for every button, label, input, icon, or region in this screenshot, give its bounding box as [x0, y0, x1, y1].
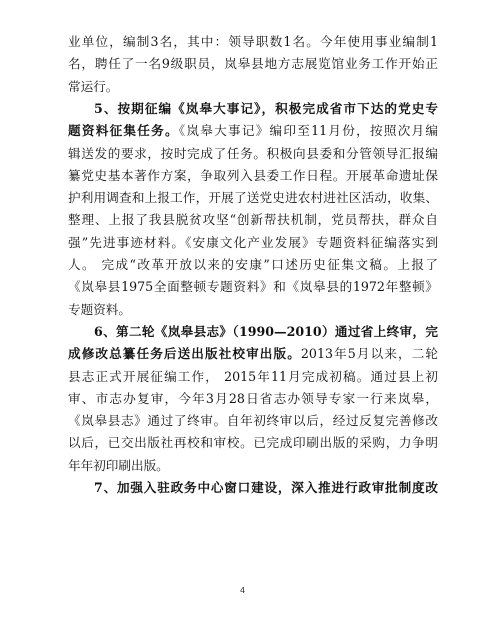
- text-line: [68, 168, 438, 184]
- text-line: [68, 413, 438, 429]
- page-number: 4: [239, 586, 246, 595]
- line-text: 审、市志办复审，今年3月28日省志办领导专家一行来岚皋，: [68, 390, 438, 406]
- bold-heading-text: 成修改总纂任务后送出版社校审出版。: [68, 346, 301, 362]
- line-text-tail: 2013年5月以来，二轮: [300, 346, 438, 362]
- line-text: 业单位，编制3名，其中：领导职数1名。今年使用事业编制1: [68, 34, 438, 49]
- line-text: 专题资料。: [68, 301, 131, 317]
- text-line: [68, 302, 438, 318]
- text-line: [68, 56, 438, 72]
- line-text: 强”先进事迹材料。《安康文化产业发展》专题资料征编落实到: [68, 234, 438, 250]
- bold-heading-text: 5、按期征编《岚皋大事记》，积极完成省市下达的党史专: [94, 100, 438, 116]
- line-text: 整理、上报了我县脱贫攻坚“创新帮扶机制，党员帮扶，群众自: [68, 212, 438, 228]
- text-line: [68, 79, 438, 95]
- text-line: [94, 480, 438, 496]
- bold-heading-text: 题资料征集任务。: [68, 123, 179, 139]
- text-line: [94, 324, 438, 340]
- text-line: [68, 235, 438, 251]
- text-line: [94, 101, 438, 117]
- text-line: [68, 391, 438, 407]
- text-line: [68, 279, 438, 295]
- text-line: [68, 435, 438, 451]
- line-text: 纂党史基本著作方案，争取列入县委工作日程。开展革命遗址保: [68, 167, 438, 183]
- line-text: 常运行。: [68, 78, 119, 94]
- bold-heading-text: 6、第二轮《岚皋县志》（1990—2010）通过省上终审，完: [94, 323, 438, 339]
- line-text: 辑送发的要求，按时完成了任务。积极向县委和分管领导汇报编: [68, 145, 438, 161]
- text-line: [68, 34, 438, 50]
- text-line: [68, 146, 438, 162]
- line-text: 《岚皋县1975全面整顿专题资料》和《岚皋县的1972年整顿》: [68, 279, 438, 295]
- line-text: 《岚皋县志》通过了终审。自年初终审以后，经过反复完善修改: [68, 413, 438, 429]
- line-text-tail: 《岚皋大事记》编印至11月份，按照次月编: [178, 123, 438, 139]
- bold-heading-text: 7、加强入驻政务中心窗口建设，深入推进行政审批制度改: [94, 480, 438, 495]
- line-text: 以后，已交出版社再校和审校。已完成印刷出版的采购，力争明: [68, 435, 438, 451]
- line-text: 人。 完成“改革开放以来的安康”口述历史征集文稿。上报了: [68, 257, 438, 272]
- text-line: [68, 123, 438, 139]
- text-line: [68, 346, 438, 362]
- text-line: [68, 190, 438, 206]
- line-text: 护利用调查和上报工作，开展了送党史进农村进社区活动，收集、: [68, 190, 438, 206]
- text-line: [68, 369, 438, 385]
- line-text: 县志正式开展征编工作， 2015年11月完成初稿。通过县上初: [68, 368, 438, 384]
- text-line: [68, 458, 438, 474]
- text-line: [68, 212, 438, 228]
- text-line: [68, 257, 438, 273]
- line-text: 名，聘任了一名9级职员，岚皋县地方志展览馆业务工作开始正: [68, 56, 438, 72]
- line-text: 年年初印刷出版。: [68, 457, 169, 473]
